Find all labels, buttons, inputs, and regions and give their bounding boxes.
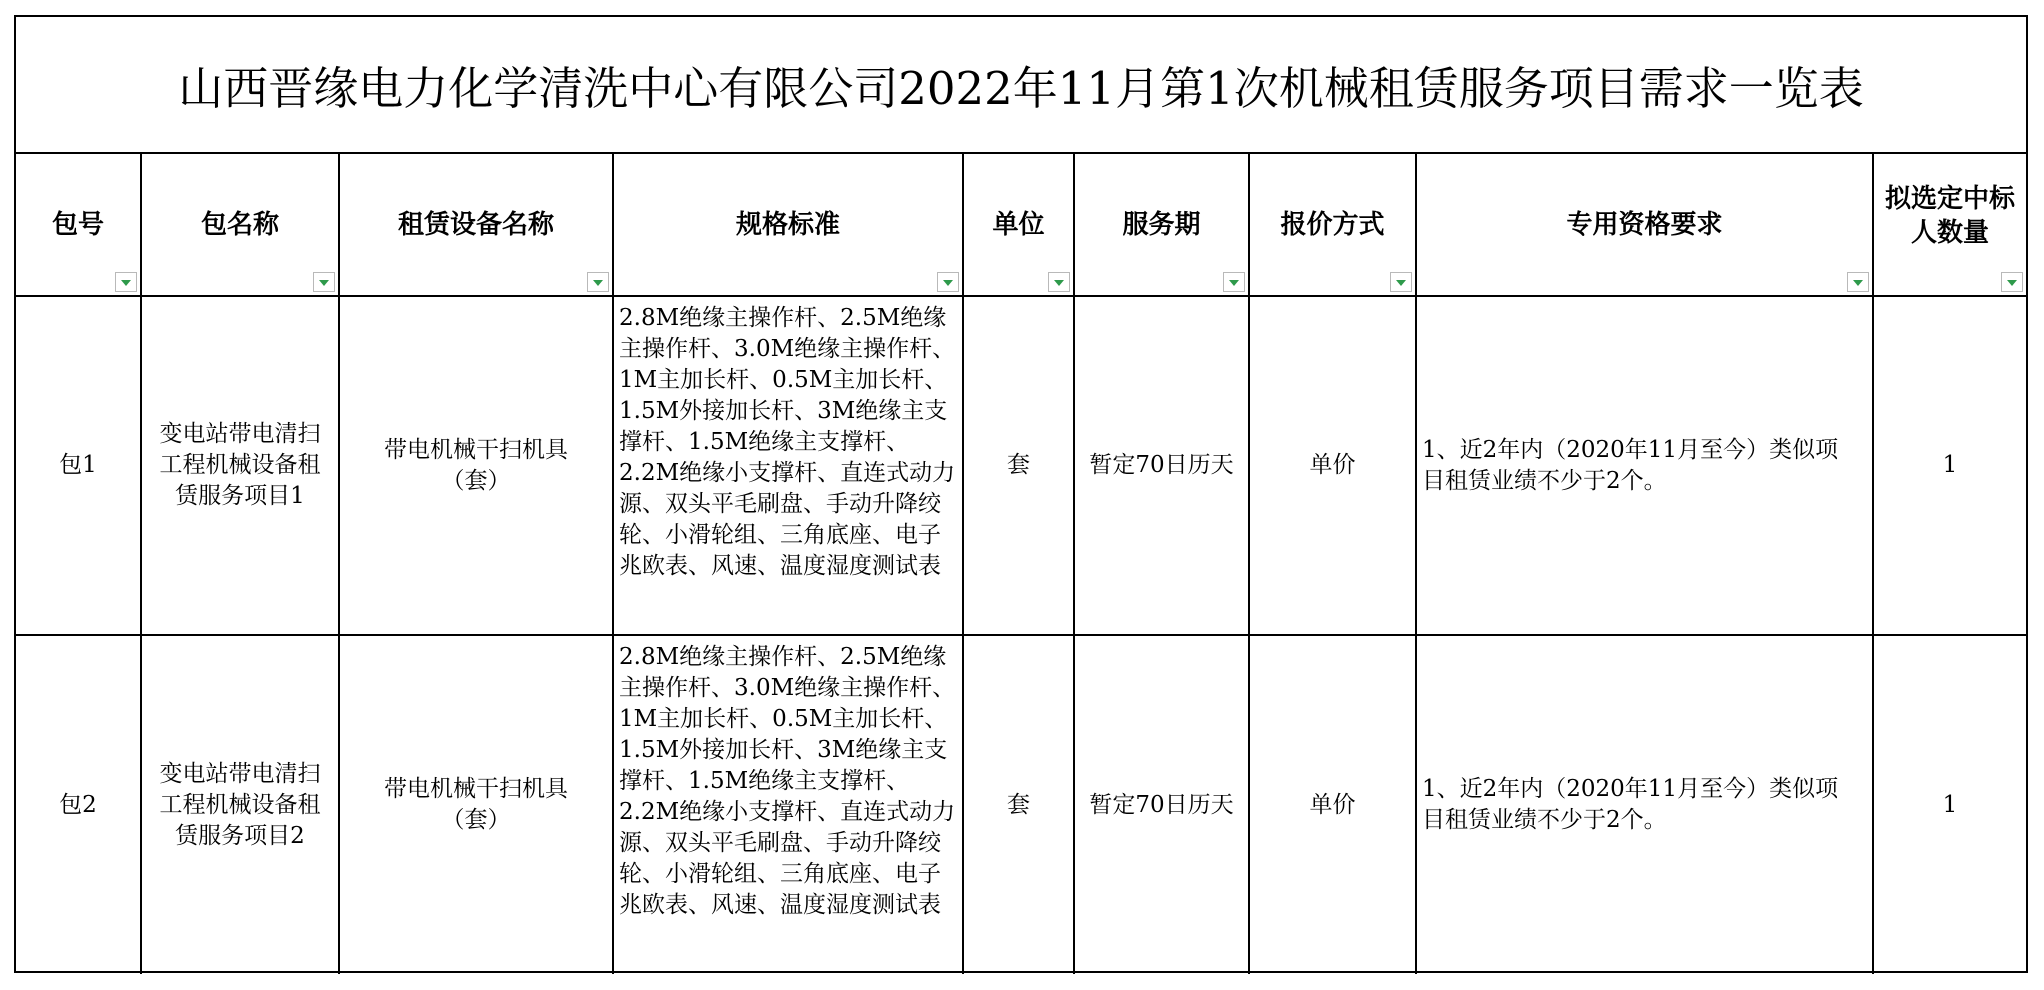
filter-dropdown-icon[interactable]: [1847, 272, 1869, 292]
cell-text: 变电站带电清扫工程机械设备租赁服务项目2: [159, 760, 321, 849]
cell-text: 1、近2年内（2020年11月至今）类似项目租赁业绩不少于2个。: [1422, 776, 1839, 833]
cell-service-period[interactable]: 暂定70日历天: [1074, 635, 1249, 974]
cell-equipment[interactable]: [339, 635, 613, 974]
column-header-package-no: [16, 154, 141, 296]
header-row: [16, 154, 2026, 296]
filter-dropdown-icon[interactable]: [1390, 272, 1412, 292]
column-header-service-period: [1074, 154, 1249, 296]
column-header-label: 拟选定中标人数量: [1884, 183, 2015, 248]
column-header-label: 专用资格要求: [1566, 209, 1723, 240]
filter-dropdown-icon[interactable]: [1048, 272, 1070, 292]
cell-spec[interactable]: 2.8M绝缘主操作杆、2.5M绝缘主操作杆、3.0M绝缘主操作杆、1M主加长杆、0.5M主加长杆、1.5M外接加长杆、3M绝缘主支撑杆、1.5M绝缘主支撑杆、2.2M绝缘小支撑杆、直连式动力源、双头平毛刷盘、手动升降绞轮、小滑轮组、三角底座、电子兆欧表、风速、温度湿度测试表: [613, 635, 963, 974]
filter-dropdown-icon[interactable]: [2001, 272, 2023, 292]
column-header-label: 报价方式: [1280, 209, 1385, 240]
column-header-equipment: [339, 154, 613, 296]
cell-text: 变电站带电清扫工程机械设备租赁服务项目1: [159, 421, 321, 509]
cell-unit[interactable]: 套: [963, 635, 1074, 974]
cell-qualification[interactable]: [1416, 296, 1873, 635]
cell-qualification[interactable]: [1416, 635, 1873, 974]
cell-text: 带电机械干扫机具（套）: [384, 436, 568, 494]
column-header-label: 包号: [51, 209, 104, 240]
column-header-winners: [1873, 154, 2026, 296]
cell-package-name[interactable]: [141, 296, 339, 635]
column-header-unit: [963, 154, 1074, 296]
page-title: 山西晋缘电力化学清洗中心有限公司2022年11月第1次机械租赁服务项目需求一览表: [16, 17, 2026, 154]
cell-quote-method[interactable]: 单价: [1249, 635, 1416, 974]
column-header-label: 单位: [992, 209, 1045, 240]
filter-dropdown-icon[interactable]: [587, 272, 609, 292]
spreadsheet: [14, 15, 2028, 973]
cell-winners[interactable]: 1: [1873, 296, 2026, 635]
cell-spec[interactable]: 2.8M绝缘主操作杆、2.5M绝缘主操作杆、3.0M绝缘主操作杆、1M主加长杆、0.5M主加长杆、1.5M外接加长杆、3M绝缘主支撑杆、1.5M绝缘主支撑杆、2.2M绝缘小支撑杆、直连式动力源、双头平毛刷盘、手动升降绞轮、小滑轮组、三角底座、电子兆欧表、风速、温度湿度测试表: [613, 296, 963, 635]
requirements-table: [16, 154, 2026, 974]
cell-service-period[interactable]: 暂定70日历天: [1074, 296, 1249, 635]
column-header-label: 包名称: [200, 209, 279, 240]
cell-winners[interactable]: 1: [1873, 635, 2026, 974]
column-header-spec: [613, 154, 963, 296]
column-header-label: 服务期: [1122, 209, 1201, 240]
filter-dropdown-icon[interactable]: [937, 272, 959, 292]
cell-package-no[interactable]: 包1: [16, 296, 141, 635]
filter-dropdown-icon[interactable]: [313, 272, 335, 292]
column-header-label: 规格标准: [735, 209, 840, 240]
cell-unit[interactable]: 套: [963, 296, 1074, 635]
filter-dropdown-icon[interactable]: [1223, 272, 1245, 292]
cell-text: 1、近2年内（2020年11月至今）类似项目租赁业绩不少于2个。: [1422, 436, 1839, 494]
column-header-qualification: [1416, 154, 1873, 296]
cell-equipment[interactable]: [339, 296, 613, 635]
column-header-label: 租赁设备名称: [397, 209, 554, 240]
column-header-package-name: [141, 154, 339, 296]
cell-quote-method[interactable]: 单价: [1249, 296, 1416, 635]
table-row: [16, 296, 2026, 635]
column-header-quote-method: [1249, 154, 1416, 296]
filter-dropdown-icon[interactable]: [115, 272, 137, 292]
cell-package-name[interactable]: [141, 635, 339, 974]
table-row: [16, 635, 2026, 974]
cell-package-no[interactable]: 包2: [16, 635, 141, 974]
cell-text: 带电机械干扫机具（套）: [384, 776, 568, 833]
